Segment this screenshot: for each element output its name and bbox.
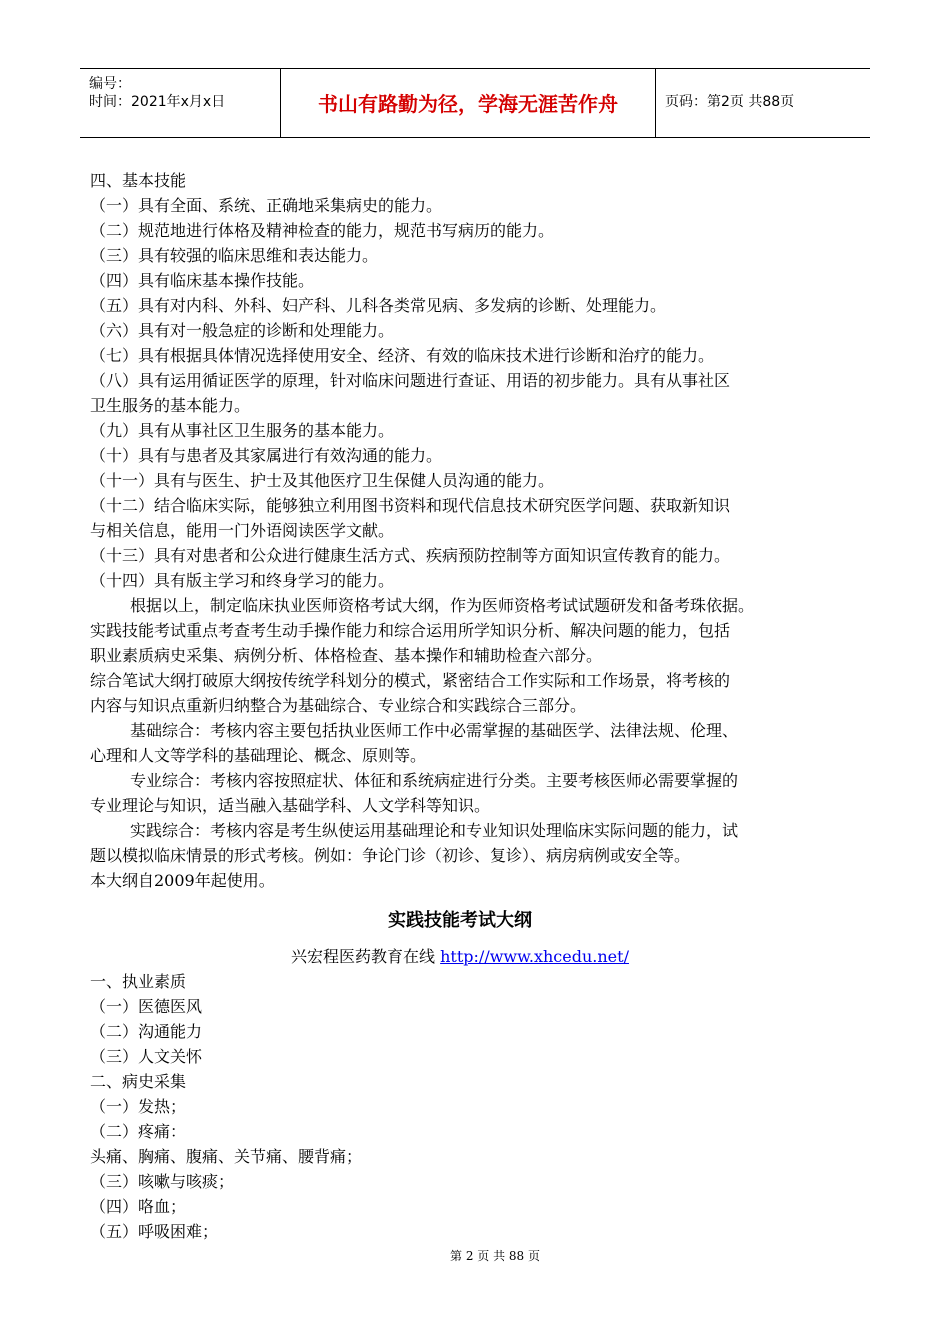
paragraph-line: 基础综合：考核内容主要包括执业医师工作中必需掌握的基础医学、法律法规、伦理、 — [130, 721, 739, 740]
section-heading: 四、基本技能 — [90, 171, 187, 190]
paragraph-line: 内容与知识点重新归纳整合为基础综合、专业综合和实践综合三部分。 — [90, 696, 587, 715]
header-meta-cell — [80, 69, 280, 137]
skill-item: （四）具有临床基本操作技能。 — [90, 271, 315, 290]
page-header — [80, 68, 870, 138]
outline-line: （三）咳嗽与咳痰； — [90, 1172, 235, 1191]
outline-line: （二）疼痛： — [90, 1122, 187, 1141]
skill-item: （三）具有较强的临床思维和表达能力。 — [90, 246, 379, 265]
paragraph-line: 综合笔试大纲打破原大纲按传统学科划分的模式，紧密结合工作实际和工作场景，将考核的 — [90, 671, 731, 690]
skill-item: （五）具有对内科、外科、妇产科、儿科各类常见病、多发病的诊断、处理能力。 — [90, 296, 667, 315]
header-page-info: 页码：第2页 共88页 — [665, 94, 795, 110]
skill-item: （十三）具有对患者和公众进行健康生活方式、疾病预防控制等方面知识宣传教育的能力。 — [90, 546, 731, 565]
skill-item: （九）具有从事社区卫生服务的基本能力。 — [90, 421, 395, 440]
skill-item: （十二）结合临床实际，能够独立利用图书资料和现代信息技术研究医学问题、获取新知识 — [90, 496, 731, 515]
outline-line: 二、病史采集 — [90, 1072, 187, 1091]
skill-item: （六）具有对一般急症的诊断和处理能力。 — [90, 321, 395, 340]
paragraph-line: 专业理论与知识，适当融入基础学科、人文学科等知识。 — [90, 796, 491, 815]
skill-item: （十）具有与患者及其家属进行有效沟通的能力。 — [90, 446, 443, 465]
header-motto-cell — [280, 69, 656, 137]
header-page-cell — [655, 69, 870, 137]
outline-source — [90, 944, 870, 969]
outline-line: 头痛、胸痛、腹痛、关节痛、腰背痛； — [90, 1147, 363, 1166]
skill-item: （一）具有全面、系统、正确地采集病史的能力。 — [90, 196, 443, 215]
outline-line: 一、执业素质 — [90, 972, 187, 991]
paragraph-line: 题以模拟临床情景的形式考核。例如：争论门诊（初诊、复诊）、病房病例或安全等。 — [90, 846, 691, 865]
skill-item: （二）规范地进行体格及精神检查的能力，规范书写病历的能力。 — [90, 221, 555, 240]
source-link[interactable]: http://www.xhcedu.net/ — [440, 947, 629, 966]
skill-item: （十四）具有版主学习和终身学习的能力。 — [90, 571, 395, 590]
skill-item: （十一）具有与医生、护士及其他医疗卫生保健人员沟通的能力。 — [90, 471, 555, 490]
outline-line: （三）人文关怀 — [90, 1047, 203, 1066]
outline-line: （二）沟通能力 — [90, 1022, 203, 1041]
outline-line: （四）咯血； — [90, 1197, 187, 1216]
header-motto: 书山有路勤为径，学海无涯苦作舟 — [318, 92, 618, 116]
skill-item: 卫生服务的基本能力。 — [90, 396, 251, 415]
paragraph-line: 职业素质病史采集、病例分析、体格检查、基本操作和辅助检查六部分。 — [90, 646, 603, 665]
outline-line: （一）医德医风 — [90, 997, 203, 1016]
skill-item: （七）具有根据具体情况选择使用安全、经济、有效的临床技术进行诊断和治疗的能力。 — [90, 346, 715, 365]
document-time-label: 时间：2021年x月x日 — [89, 94, 226, 110]
page-footer: 第 2 页 共 88 页 — [450, 1249, 540, 1263]
source-text: 兴宏程医药教育在线 — [291, 947, 441, 966]
outline-line: （五）呼吸困难； — [90, 1222, 219, 1241]
paragraph-line: 专业综合：考核内容按照症状、体征和系统病症进行分类。主要考核医师必需要掌握的 — [130, 771, 739, 790]
document-number-label: 编号： — [89, 76, 131, 92]
document-body — [90, 168, 870, 1244]
paragraph-line: 实践综合：考核内容是考生纵使运用基础理论和专业知识处理临床实际问题的能力，试 — [130, 821, 739, 840]
paragraph-line: 心理和人文等学科的基础理论、概念、原则等。 — [90, 746, 427, 765]
paragraph-line: 根据以上，制定临床执业医师资格考试大纲，作为医师资格考试试题研发和备考珠依据。 — [130, 596, 755, 615]
paragraph-line: 本大纲自2009年起使用。 — [90, 871, 275, 890]
skill-item: （八）具有运用循证医学的原理，针对临床问题进行查证、用语的初步能力。具有从事社区 — [90, 371, 731, 390]
outline-title: 实践技能考试大纲 — [388, 910, 532, 931]
paragraph-line: 实践技能考试重点考查考生动手操作能力和综合运用所学知识分析、解决问题的能力，包括 — [90, 621, 731, 640]
skill-item: 与相关信息，能用一门外语阅读医学文献。 — [90, 521, 395, 540]
outline-line: （一）发热； — [90, 1097, 187, 1116]
